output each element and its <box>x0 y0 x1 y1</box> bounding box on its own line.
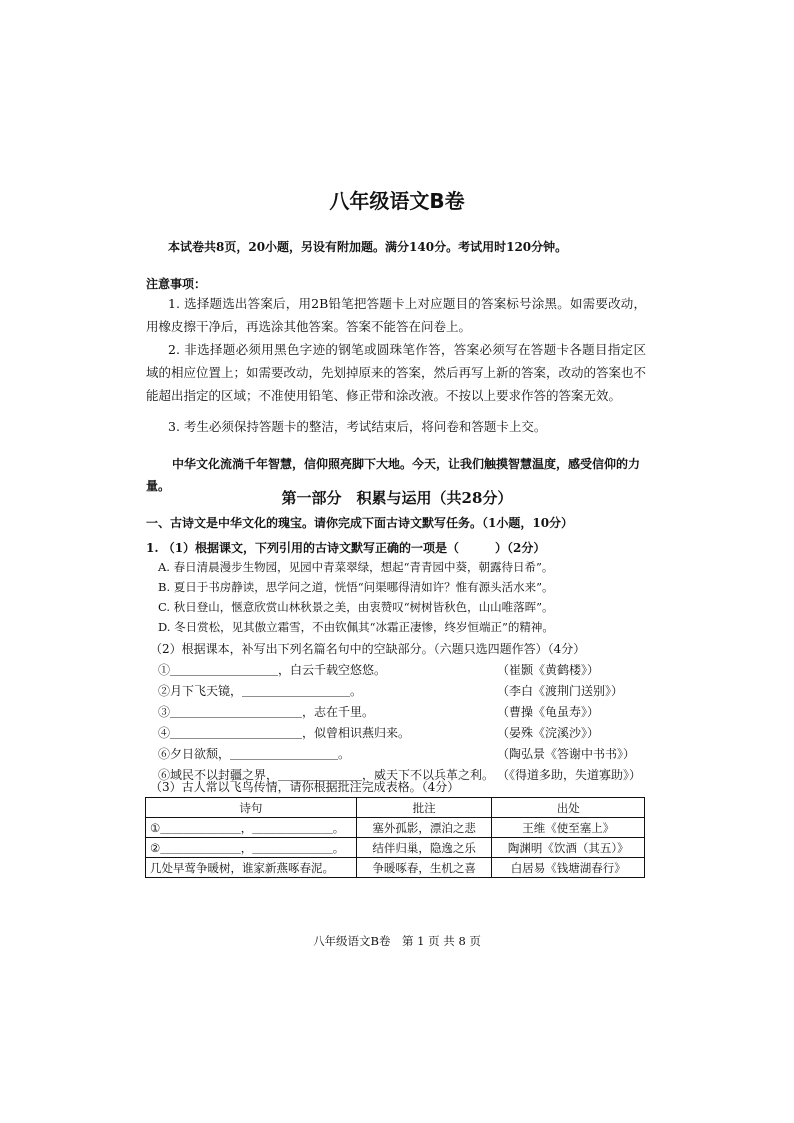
fill-source: （晏殊《浣溪沙》） <box>497 726 600 740</box>
fill-line: ③＿＿＿＿＿＿＿＿＿＿＿，志在千里。 <box>158 705 375 719</box>
note-item: 2. 非选择题必须用黑色字迹的钢笔或圆珠笔作答，答案必须写在答题卡各题目指定区域的相应位置上；如需要改动，先划掉原来的答案，然后再写上新的答案，改动的答案也不能超出指定的区域；不准使用铅笔、修正带和涂改液。不按以上要求作答的答案无效。 <box>146 342 647 403</box>
page-title: 八年级语文B卷 <box>329 189 465 213</box>
page-footer: 八年级语文B卷 第 1 页 共 8 页 <box>313 934 481 948</box>
table-cell: 争暖啄春，生机之喜 <box>356 858 492 878</box>
option-b: B. 夏日于书房静读，思学问之道，恍悟“问渠哪得清如许？惟有源头活水来”。 <box>158 580 554 594</box>
exam-intro: 本试卷共8页，20小题，另设有附加题。满分140分。考试用时120分钟。 <box>168 240 568 254</box>
table-cell: 结伴归巢，隐逸之乐 <box>356 838 492 858</box>
option-a: A. 春日清晨漫步生物园，见园中青菜翠绿，想起“青青园中葵，朝露待日希”。 <box>158 560 554 574</box>
fill-line: ⑥夕日欲颓，＿＿＿＿＿＿＿＿＿。 <box>158 747 351 761</box>
table-cell: 王维《使至塞上》 <box>492 818 645 838</box>
fill-line: ①＿＿＿＿＿＿＿＿＿，白云千载空悠悠。 <box>158 663 387 677</box>
fill-source: （崔颢《黄鹤楼》） <box>497 663 600 677</box>
fill-line: ②月下飞天镜，＿＿＿＿＿＿＿＿＿。 <box>158 684 363 698</box>
table-header: 批注 <box>356 798 492 818</box>
fill-source: （李白《渡荆门送别》） <box>497 684 624 698</box>
table-cell: ②＿＿＿＿＿＿＿，＿＿＿＿＿＿＿。 <box>146 838 357 858</box>
question-stem: 1. （1）根据课文，下列引用的古诗文默写正确的一项是（ ）（2分） <box>146 541 546 555</box>
note-item: 3. 考生必须保持答题卡的整洁，考试结束后，将问卷和答题卡上交。 <box>168 419 547 434</box>
fill-source: （陶弘景《答谢中书书》） <box>497 747 636 761</box>
table-cell: 几处早莺争暖树，谁家新燕啄春泥。 <box>146 858 357 878</box>
fill-source: （《得道多助，失道寡助》） <box>497 768 642 782</box>
fill-line: ④＿＿＿＿＿＿＿＿＿＿＿，似曾相识燕归来。 <box>158 726 411 740</box>
option-c: C. 秋日登山，惬意欣赏山林秋景之美，由衷赞叹“树树皆秋色，山山唯落晖”。 <box>158 600 554 614</box>
table-header-row <box>146 798 645 818</box>
table-row <box>146 818 645 838</box>
question-part2-stem: （2）根据课本，补写出下列名篇名句中的空缺部分。（六题只选四题作答）（4分） <box>150 642 586 656</box>
section-heading: 一、古诗文是中华文化的瑰宝。请你完成下面古诗文默写任务。（1小题，10分） <box>146 516 574 530</box>
lead-paragraph: 中华文化流淌千年智慧，信仰照亮脚下大地。今天，让我们触摸智慧温度，感受信仰的力量。 <box>146 457 641 493</box>
table-cell: 塞外孤影，漂泊之悲 <box>356 818 492 838</box>
table-header: 出处 <box>492 798 645 818</box>
table-row <box>146 838 645 858</box>
table-header: 诗句 <box>146 798 357 818</box>
note-item: 1. 选择题选出答案后，用2B铅笔把答题卡上对应题目的答案标号涂黑。如需要改动，用橡皮擦干净后，再选涂其他答案。答案不能答在问卷上。 <box>146 296 646 334</box>
table-row <box>146 858 645 878</box>
part-heading: 第一部分 积累与运用（共28分） <box>281 489 513 507</box>
fill-line: ⑥域民不以封疆之界，＿＿＿＿＿＿＿，威天下不以兵革之利。 <box>158 768 495 782</box>
fill-source: （曹操《龟虽寿》） <box>497 705 600 719</box>
notes-heading: 注意事项： <box>146 277 207 291</box>
table-cell: ①＿＿＿＿＿＿＿，＿＿＿＿＿＿＿。 <box>146 818 357 838</box>
option-d: D. 冬日赏松，见其傲立霜雪，不由钦佩其“冰霜正凄惨，终岁恒端正”的精神。 <box>158 620 554 634</box>
poem-table <box>145 797 645 878</box>
question-part3-stem: （3）古人常以飞鸟传情，请你根据批注完成表格。（4分） <box>150 780 460 794</box>
table-cell: 白居易《钱塘湖春行》 <box>492 858 645 878</box>
table-cell: 陶渊明《饮酒（其五）》 <box>492 838 645 858</box>
